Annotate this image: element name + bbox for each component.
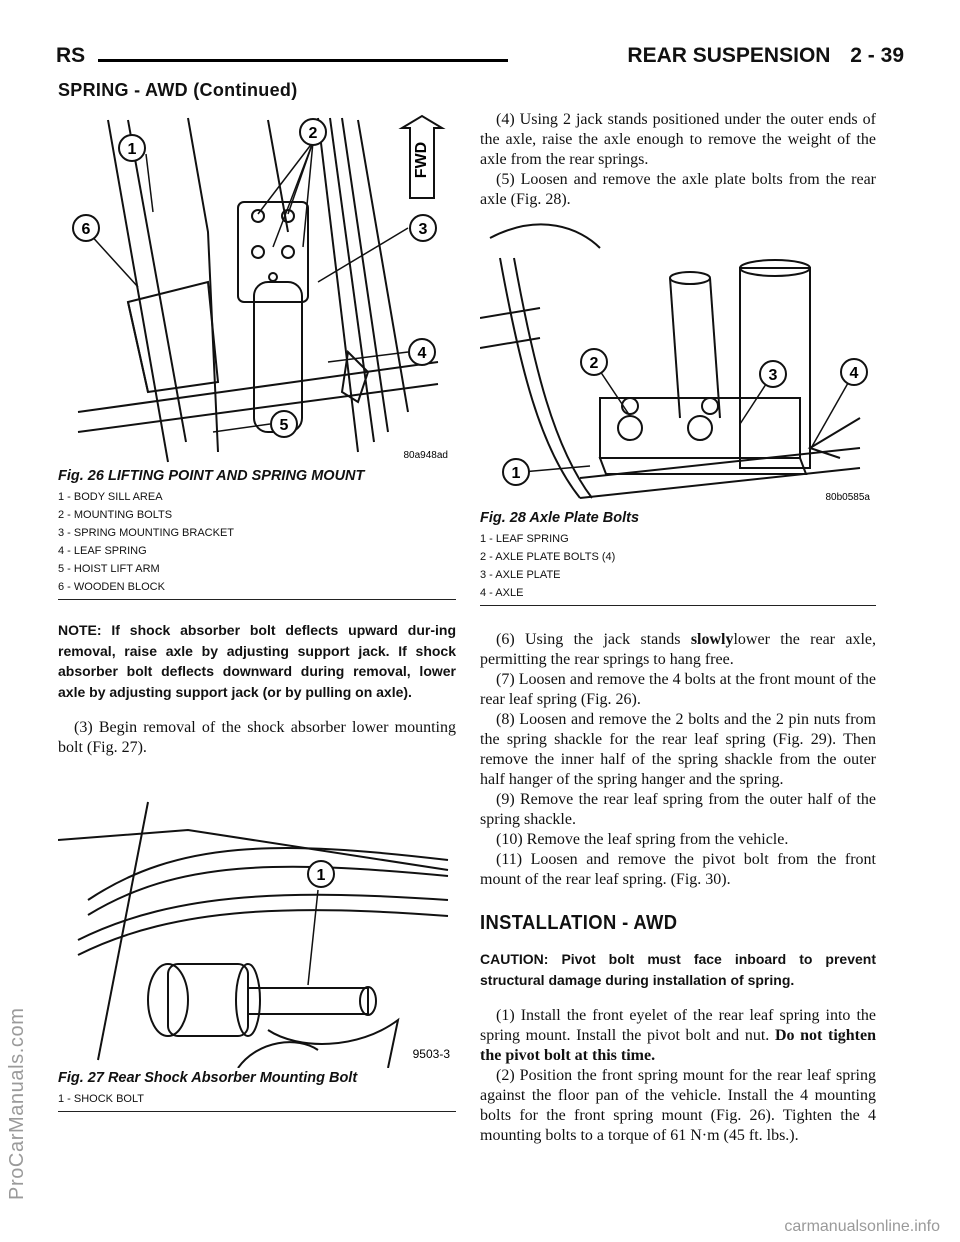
legend-item: 5 - HOIST LIFT ARM [58,563,160,575]
section-continued-title: SPRING - AWD (Continued) [58,80,298,100]
note-paragraph: NOTE: If shock absorber bolt deflects upward dur-ing removal, raise axle by adjusting support jack. If shock absorber bolt deflects downward during removal, lower axle by adjusting support jack (or by pulling on axle). [58,622,456,700]
figure-27-legend [58,1090,456,1108]
install-step-1: (1) Install the front eyelet of the rear leaf spring into the spring mount. Install the pivot bolt and nut. Do not tighten the pivot bolt at this time. [480,1007,877,1064]
side-watermark: ProCarManuals.com [6,1007,28,1200]
right-text-column-bottom [480,630,876,1146]
caution-paragraph: CAUTION: Pivot bolt must face inboard to prevent structural damage during installation of spring. [480,951,876,988]
step-11: (11) Loosen and remove the pivot bolt from the front mount of the rear leaf spring. (Fig. 30). [480,851,876,888]
right-text-column-top [480,110,876,210]
header-rule [98,59,508,62]
legend-item: 4 - LEAF SPRING [58,545,147,557]
legend-item: 3 - AXLE PLATE [480,569,561,581]
legend-rule [58,599,456,600]
step-5: (5) Loosen and remove the axle plate bolts from the rear axle (Fig. 28). [480,171,876,208]
callout-3: 3 [768,367,778,384]
figure-28-caption: Fig. 28 Axle Plate Bolts [480,510,640,526]
step-9: (9) Remove the rear leaf spring from the outer half of the spring shackle. [480,791,876,828]
figure-27-caption: Fig. 27 Rear Shock Absorber Mounting Bolt [58,1070,358,1086]
step-6: (6) Using the jack stands slowlylower the rear axle, permitting the rear springs to hang free. [480,631,877,668]
figure-26 [58,112,456,600]
callout-6: 6 [81,221,91,238]
figure-26-legend [58,488,456,596]
figure-26-illustration [58,112,456,466]
emphasis-do-not-tighten: Do not tighten the pivot bolt at this time. [480,1027,877,1064]
callout-4: 4 [849,365,859,382]
figure-code: 80a948ad [403,450,448,461]
legend-item: 4 - AXLE [480,587,524,599]
callout-1: 1 [127,141,137,158]
callout-2: 2 [308,125,318,142]
step-10: (10) Remove the leaf spring from the vehicle. [496,831,789,848]
legend-item: 1 - BODY SILL AREA [58,491,163,503]
bottom-watermark: carmanualsonline.info [784,1218,940,1235]
step-8: (8) Loosen and remove the 2 bolts and the 2 pin nuts from the spring shackle for the rear leaf spring (Fig. 29). Then remove the inner half of the spring shackle from the outer half hanger of the spring hanger and the spring. [480,711,876,788]
legend-item: 6 - WOODEN BLOCK [58,581,165,593]
step-7: (7) Loosen and remove the 4 bolts at the front mount of the rear leaf spring (Fig. 26). [480,671,876,708]
callout-2: 2 [589,355,599,372]
legend-rule [480,605,876,606]
figure-code: 80b0585a [825,492,870,503]
header-section: REAR SUSPENSION [627,44,831,67]
header-right [613,44,904,68]
figure-28 [480,218,876,606]
figure-28-illustration [480,218,876,508]
legend-item: 1 - SHOCK BOLT [58,1093,144,1105]
fwd-arrow-icon [402,116,442,198]
header-page-number: 2 - 39 [850,44,904,67]
callout-5: 5 [279,417,289,434]
step-3: (3) Begin removal of the shock absorber lower mounting bolt (Fig. 27). [58,719,456,756]
emphasis-slowly: slowly [690,631,734,648]
legend-item: 2 - MOUNTING BOLTS [58,509,173,521]
figure-26-caption: Fig. 26 LIFTING POINT AND SPRING MOUNT [58,468,365,484]
installation-heading: INSTALLATION - AWD [480,912,678,934]
figure-code: 9503-3 [412,1047,450,1061]
callout-3: 3 [418,221,428,238]
header-code: RS [56,44,86,67]
fwd-label: FWD [413,141,430,179]
step-4: (4) Using 2 jack stands positioned under the outer ends of the axle, raise the axle enough to remove the weight of the axle from the rear springs. [480,111,876,168]
figure-27-illustration [58,800,456,1068]
callout-1: 1 [511,465,521,482]
install-step-2: (2) Position the front spring mount for the rear leaf spring against the floor pan of the vehicle. Install the 4 mounting bolts for the front spring mount (Fig. 26). Tighten the 4 mounting bolts to a torque of 61 N·m (45 ft. lbs.). [480,1067,876,1144]
callout-4: 4 [417,345,427,362]
figure-27 [58,800,456,1112]
legend-item: 1 - LEAF SPRING [480,533,569,545]
page-header [56,42,904,78]
legend-item: 2 - AXLE PLATE BOLTS (4) [480,551,616,563]
legend-item: 3 - SPRING MOUNTING BRACKET [58,527,235,539]
figure-28-legend [480,530,876,602]
legend-rule [58,1111,456,1112]
left-text-column [58,620,456,758]
callout-1: 1 [316,867,326,884]
